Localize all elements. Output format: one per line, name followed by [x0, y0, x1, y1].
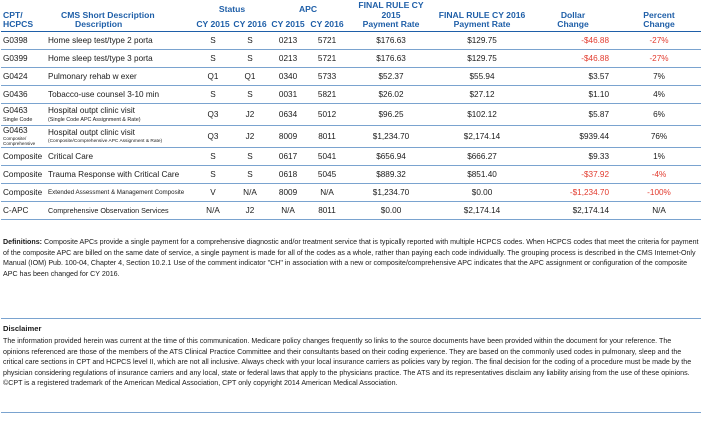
cell-status-2015: S: [195, 31, 231, 49]
cell-percent-change: N/A: [617, 201, 701, 219]
cell-apc-2016: 5045: [307, 165, 347, 183]
cell-percent-change: -100%: [617, 183, 701, 201]
description-subtext: (Single Code APC Assignment & Rate): [48, 116, 141, 123]
cell-dollar-change: $9.33: [529, 147, 617, 165]
table-row: [1, 147, 701, 165]
cell-dollar-change: -$46.88: [529, 49, 617, 67]
cell-rate-2015: $1,234.70: [347, 125, 435, 147]
header-status-2016: CY 2016: [231, 16, 269, 32]
cell-status-2015: S: [195, 165, 231, 183]
cell-apc-2016: 8011: [307, 201, 347, 219]
cell-apc-2015: 8009: [269, 125, 307, 147]
table-row: [1, 67, 701, 85]
cell-dollar-change: $3.57: [529, 67, 617, 85]
cell-rate-2016: $102.12: [435, 103, 529, 125]
cell-rate-2016: $27.12: [435, 85, 529, 103]
divider: [1, 412, 701, 413]
cell-status-2016: S: [231, 85, 269, 103]
cell-description: Home sleep test/type 3 porta: [45, 49, 195, 67]
cell-status-2015: S: [195, 49, 231, 67]
cell-rate-2016: $2,174.14: [435, 201, 529, 219]
cell-rate-2016: $0.00: [435, 183, 529, 201]
table-row: [1, 125, 701, 147]
definitions-text: Composite APCs provide a single payment for a comprehensive diagnostic and/or treatment service that is typically reported with multiple HCPCS codes. When HCPCS codes that meet the criteria for payment of the composite APC are billed on the same date of service, a single payment is made for all of the codes as a whole, rather than paying each code individually. The grouping process is described in the CMS Internet-Only Manual (IOM) Pub. 100-04, Chapter 4, Section 10.2.1 Use of the comment indicator "CH" in association with a new or composite/comprehensive APC indicates that the APC assignment or configuration of the composite APC has been changed for CY 2016.: [3, 238, 699, 278]
cell-dollar-change: $1.10: [529, 85, 617, 103]
header-status-2015: CY 2015: [195, 16, 231, 32]
cell-dollar-change: -$37.92: [529, 165, 617, 183]
cell-rate-2016: $55.94: [435, 67, 529, 85]
cell-apc-2015: 0618: [269, 165, 307, 183]
cell-dollar-change: $939.44: [529, 125, 617, 147]
cell-code: C-APC: [1, 201, 45, 219]
header-apc-2015: CY 2015: [269, 16, 307, 32]
cell-status-2016: S: [231, 147, 269, 165]
table-row: [1, 103, 701, 125]
cell-code: Composite: [1, 183, 45, 201]
definitions-paragraph: [3, 237, 699, 279]
cell-description: Tobacco-use counsel 3-10 min: [45, 85, 195, 103]
cell-code: Composite: [1, 147, 45, 165]
cell-rate-2015: $1,234.70: [347, 183, 435, 201]
cell-apc-2015: 8009: [269, 183, 307, 201]
header-description: CMS Short Description Description: [45, 1, 195, 31]
cell-status-2016: J2: [231, 125, 269, 147]
cell-apc-2016: N/A: [307, 183, 347, 201]
cell-apc-2016: 5012: [307, 103, 347, 125]
cell-status-2016: J2: [231, 201, 269, 219]
cell-apc-2015: 0340: [269, 67, 307, 85]
cell-status-2016: J2: [231, 103, 269, 125]
description-text: Hospital outpt clinic visit: [48, 105, 135, 115]
code-text: G0463: [3, 105, 28, 115]
description-subtext: (Composite/Comprehensive APC Assignment & Rate): [48, 138, 163, 144]
table-row: [1, 201, 701, 219]
cell-dollar-change: -$1,234.70: [529, 183, 617, 201]
cell-code: [1, 103, 45, 125]
cell-apc-2015: 0213: [269, 49, 307, 67]
cell-rate-2016: $129.75: [435, 49, 529, 67]
cell-code: G0424: [1, 67, 45, 85]
cell-status-2015: Q1: [195, 67, 231, 85]
cell-status-2015: S: [195, 147, 231, 165]
cell-rate-2015: $96.25: [347, 103, 435, 125]
cell-apc-2016: 5721: [307, 31, 347, 49]
disclaimer-title: Disclaimer: [3, 324, 42, 333]
header-code: CPT/ HCPCS: [1, 1, 45, 31]
header-final-2016: FINAL RULE CY 2016 Payment Rate: [435, 1, 529, 31]
table-row: [1, 183, 701, 201]
header-apc: APC: [298, 4, 318, 15]
cell-dollar-change: -$46.88: [529, 31, 617, 49]
cell-status-2015: Q3: [195, 125, 231, 147]
disclaimer-text: The information provided herein was current at the time of this communication. Medicare policy changes frequently so links to the source documents have been provided within the document for your reference. The opinions referenced are those of the members of the ATS Clinical Practice Committee and their consultants based on their coding experience. They are based on the commonly used codes in pulmonary, sleep and the critical care sections in CPT and HCPCS level II, which are not all inclusive. Always check with your local insurance carriers as policies vary by region. The final decision for the coding of a procedure must be made by the physician considering regulations of insurance carriers and any local, state or federal laws that apply to the physicians practice. The ATS and its representatives disclaim any liability arising from the use of these opinions. ©CPT is a registered trademark of the American Medical Association, CPT only copyright 2014 American Medical Association.: [3, 337, 692, 388]
header-status: Status: [218, 4, 246, 15]
cell-rate-2016: $851.40: [435, 165, 529, 183]
cell-percent-change: -27%: [617, 49, 701, 67]
code-text: G0463: [3, 126, 28, 136]
cell-description: Extended Assessment & Management Composite: [45, 183, 195, 201]
cell-description: [45, 103, 195, 125]
cell-apc-2015: 0617: [269, 147, 307, 165]
cell-rate-2015: $52.37: [347, 67, 435, 85]
cell-description: Pulmonary rehab w exer: [45, 67, 195, 85]
header-percent-change: Percent Change: [617, 1, 701, 31]
cell-apc-2016: 5721: [307, 49, 347, 67]
cell-description: [45, 125, 195, 147]
cell-dollar-change: $5.87: [529, 103, 617, 125]
header-dollar-change: Dollar Change: [529, 1, 617, 31]
code-subtext: Single Code: [3, 116, 33, 123]
table-row: [1, 49, 701, 67]
definitions-label: Definitions:: [3, 238, 43, 246]
divider: [1, 318, 701, 319]
table-header-row-top: [1, 1, 701, 16]
cell-status-2016: N/A: [231, 183, 269, 201]
description-text: Hospital outpt clinic visit: [48, 127, 135, 137]
cell-status-2016: Q1: [231, 67, 269, 85]
cell-code: G0398: [1, 31, 45, 49]
cell-description: Home sleep test/type 2 porta: [45, 31, 195, 49]
cell-rate-2015: $26.02: [347, 85, 435, 103]
cell-code: G0399: [1, 49, 45, 67]
cell-description: Trauma Response with Critical Care: [45, 165, 195, 183]
payment-rate-table: [1, 1, 701, 220]
cell-apc-2016: 5041: [307, 147, 347, 165]
cell-percent-change: 7%: [617, 67, 701, 85]
cell-status-2015: Q3: [195, 103, 231, 125]
cell-status-2016: S: [231, 49, 269, 67]
header-apc-2016: CY 2016: [307, 16, 347, 32]
cell-percent-change: -4%: [617, 165, 701, 183]
cell-code: Composite: [1, 165, 45, 183]
cell-status-2016: S: [231, 165, 269, 183]
table-row: [1, 85, 701, 103]
cell-apc-2016: 8011: [307, 125, 347, 147]
cell-apc-2016: 5821: [307, 85, 347, 103]
cell-percent-change: -27%: [617, 31, 701, 49]
cell-dollar-change: $2,174.14: [529, 201, 617, 219]
cell-apc-2015: 0634: [269, 103, 307, 125]
cell-apc-2015: 0213: [269, 31, 307, 49]
table-row: [1, 31, 701, 49]
cell-rate-2016: $129.75: [435, 31, 529, 49]
cell-rate-2015: $656.94: [347, 147, 435, 165]
cell-rate-2015: $176.63: [347, 31, 435, 49]
header-final-2015: FINAL RULE CY 2015 Payment Rate: [347, 1, 435, 31]
cell-code: G0436: [1, 85, 45, 103]
cell-status-2015: N/A: [195, 201, 231, 219]
cell-description: Critical Care: [45, 147, 195, 165]
table-row: [1, 165, 701, 183]
cell-rate-2016: $666.27: [435, 147, 529, 165]
cell-code: [1, 125, 45, 147]
cell-description: Comprehensive Observation Services: [45, 201, 195, 219]
cell-status-2015: V: [195, 183, 231, 201]
cell-rate-2015: $0.00: [347, 201, 435, 219]
cell-percent-change: 1%: [617, 147, 701, 165]
cell-status-2015: S: [195, 85, 231, 103]
cell-percent-change: 4%: [617, 85, 701, 103]
cell-apc-2016: 5733: [307, 67, 347, 85]
cell-status-2016: S: [231, 31, 269, 49]
cell-percent-change: 6%: [617, 103, 701, 125]
cell-apc-2015: 0031: [269, 85, 307, 103]
cell-rate-2015: $889.32: [347, 165, 435, 183]
code-subtext: Composite/ Comprehensive: [3, 136, 36, 147]
cell-apc-2015: N/A: [269, 201, 307, 219]
cell-rate-2015: $176.63: [347, 49, 435, 67]
cell-percent-change: 76%: [617, 125, 701, 147]
cell-rate-2016: $2,174.14: [435, 125, 529, 147]
